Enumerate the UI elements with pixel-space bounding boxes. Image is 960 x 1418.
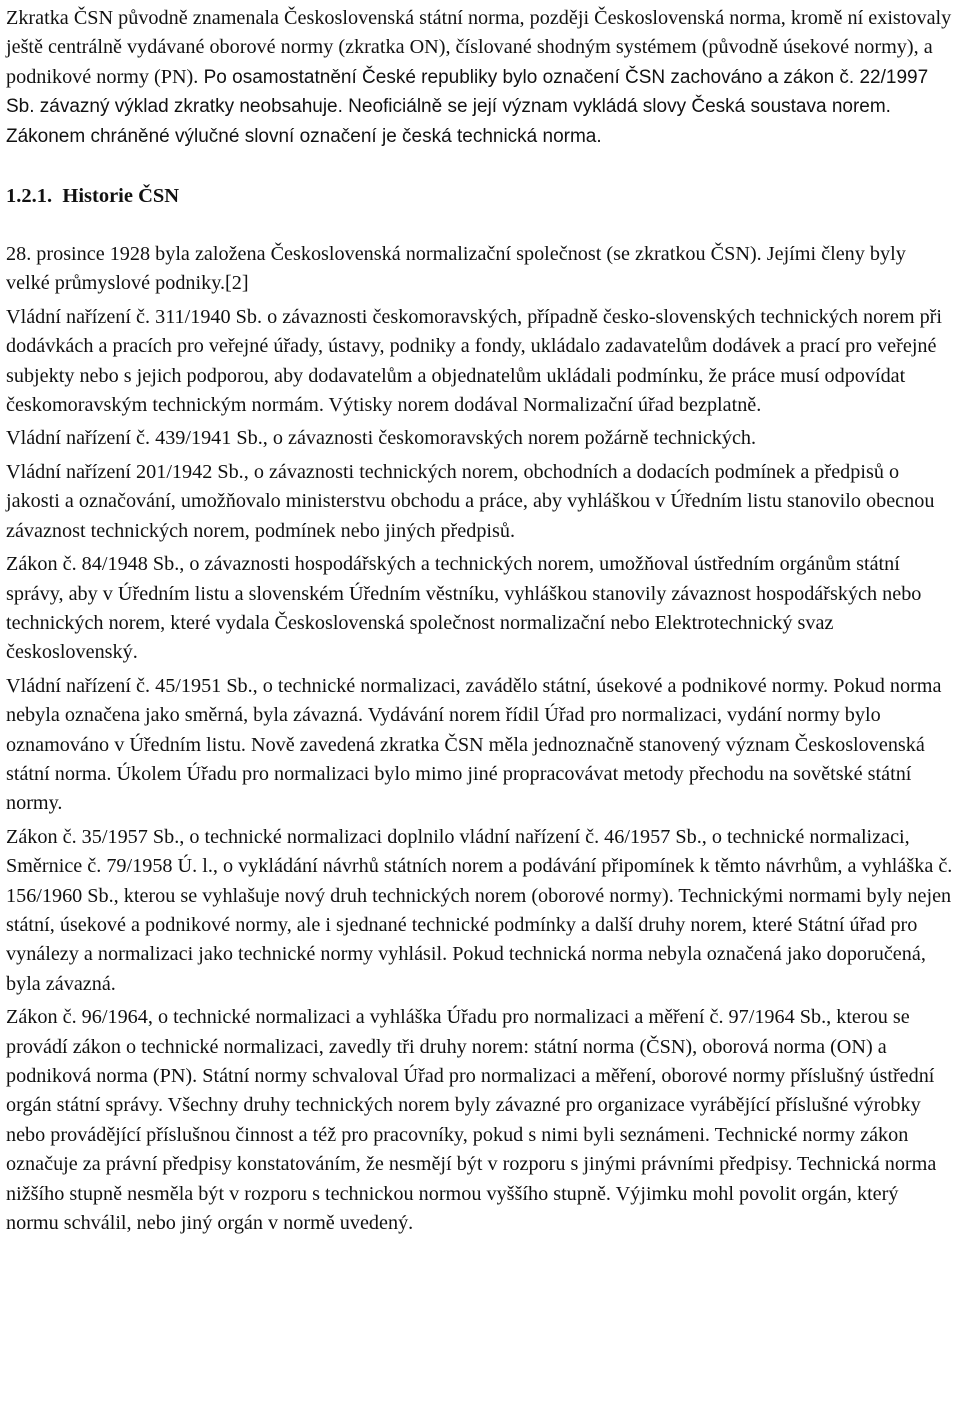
paragraph-1948: Zákon č. 84/1948 Sb., o závaznosti hospodářských a technických norem, umožňoval ústředním orgánům státní správy, aby v Úředním listu a slovenském Úředním věstníku, vyhláškou stanovily závaznost hospodářských nebo technických norem, které vydala Československá společnost normalizační nebo Elektrotechnický svaz československý. <box>6 553 922 664</box>
section-heading <box>6 182 954 211</box>
paragraph-1940: Vládní nařízení č. 311/1940 Sb. o závaznosti českomoravských, případně česko-slovenských technických norem při dodávkách a pracích pro veřejné úřady, ústavy, podniky a fondy, ukládalo zadavatelům dodávek a prací pro veřejné subjekty nebo s jejich podporou, aby dodavatelům a objednatelům ukládali podmínku, že práce musí odpovídat českomoravským technickým normám. Výtisky norem dodával Normalizační úřad bezplatně. <box>6 305 943 417</box>
paragraph-1941: Vládní nařízení č. 439/1941 Sb., o závaznosti českomoravských norem požárně technických. <box>6 427 757 450</box>
paragraph-1951: Vládní nařízení č. 45/1951 Sb., o technické normalizaci, zavádělo státní, úsekové a podnikové normy. Pokud norma nebyla označena jako směrná, byla závazná. Vydávání norem řídil Úřad pro normalizaci, vydání normy bylo oznamováno v Úředním listu. Nově zavedená zkratka ČSN měla jednoznačně stanovený význam Československá státní norma. Úkolem Úřadu pro normalizaci bylo mimo jiné propracovávat metody přechodu na sovětské státní normy. <box>6 674 942 815</box>
section-title: Historie ČSN <box>62 185 180 208</box>
intro-paragraph <box>6 4 954 151</box>
paragraph-1942: Vládní nařízení 201/1942 Sb., o závaznosti technických norem, obchodních a dodacích podmínek a předpisů o jakosti a označování, umožňovalo ministerstvu obchodu a práce, aby vyhláškou v Úředním listu stanovilo obecnou závaznost technických norem, podmínek nebo jiných předpisů. <box>6 460 935 542</box>
paragraph-1957: Zákon č. 35/1957 Sb., o technické normalizaci doplnilo vládní nařízení č. 46/1957 Sb., o technické normalizaci, Směrnice č. 79/1958 Ú. l., o vykládání návrhů státních norem a podávání připomínek k těmto návrhům, a vyhláška č. 156/1960 Sb., kterou se vyhlašuje nový druh technických norem (oborové normy). Technickými normami byly nejen státní, úsekové a podnikové normy, ale i sjednané technické podmínky a další druhy norem, které Státní úřad pro vynálezy a normalizaci jako technické normy vyhlásil. Pokud technická norma nebyla označená jako doporučená, byla závazná. <box>6 825 953 995</box>
intro-text-1: Zkratka ČSN původně znamenala Československá státní norma, později Československá norma, kromě ní existovaly ještě centrálně vydávané oborové normy (zkratka ON), číslované shodným systémem (původně úsekové normy), a podnikové normy (PN). <box>6 7 952 88</box>
paragraph-1964: Zákon č. 96/1964, o technické normalizaci a vyhláška Úřadu pro normalizaci a měření č. 97/1964 Sb., kterou se provádí zákon o technické normalizaci, zavedly tři druhy norem: státní norma (ČSN), oborová norma (ON) a podniková norma (PN). Státní normy schvaloval Úřad pro normalizaci a měření, oborové normy příslušný ústřední orgán státní správy. Všechny druhy technických norem byly závazné pro organizace vyrábějící příslušné výrobky nebo provádějící příslušnou činnost a též pro pracovníky, pokud s nimi byli seznámeni. Technické normy zákon označuje za právní předpisy konstatováním, že nesmějí být v rozporu s jinými právními předpisy. Technická norma nižšího stupně nesměla být v rozporu s technickou normou vyššího stupně. Výjimku mohl povolit orgán, který normu schválil, nebo jiný orgán v normě uvedený. <box>6 1006 937 1235</box>
intro-text-2: Po osamostatnění České republiky bylo označení ČSN zachováno a zákon č. 22/1997 Sb. závazný výklad zkratky neobsahuje. Neoficiálně se její význam vykládá slovy Česká soustava norem. Zákonem chráněné výlučné slovní označení je česká technická norma. <box>6 66 929 147</box>
section-number: 1.2.1. <box>6 185 53 208</box>
paragraph-1928: 28. prosince 1928 byla založena Československá normalizační společnost (se zkratkou ČSN). Jejími členy byly velké průmyslové podniky.[2] <box>6 243 906 295</box>
